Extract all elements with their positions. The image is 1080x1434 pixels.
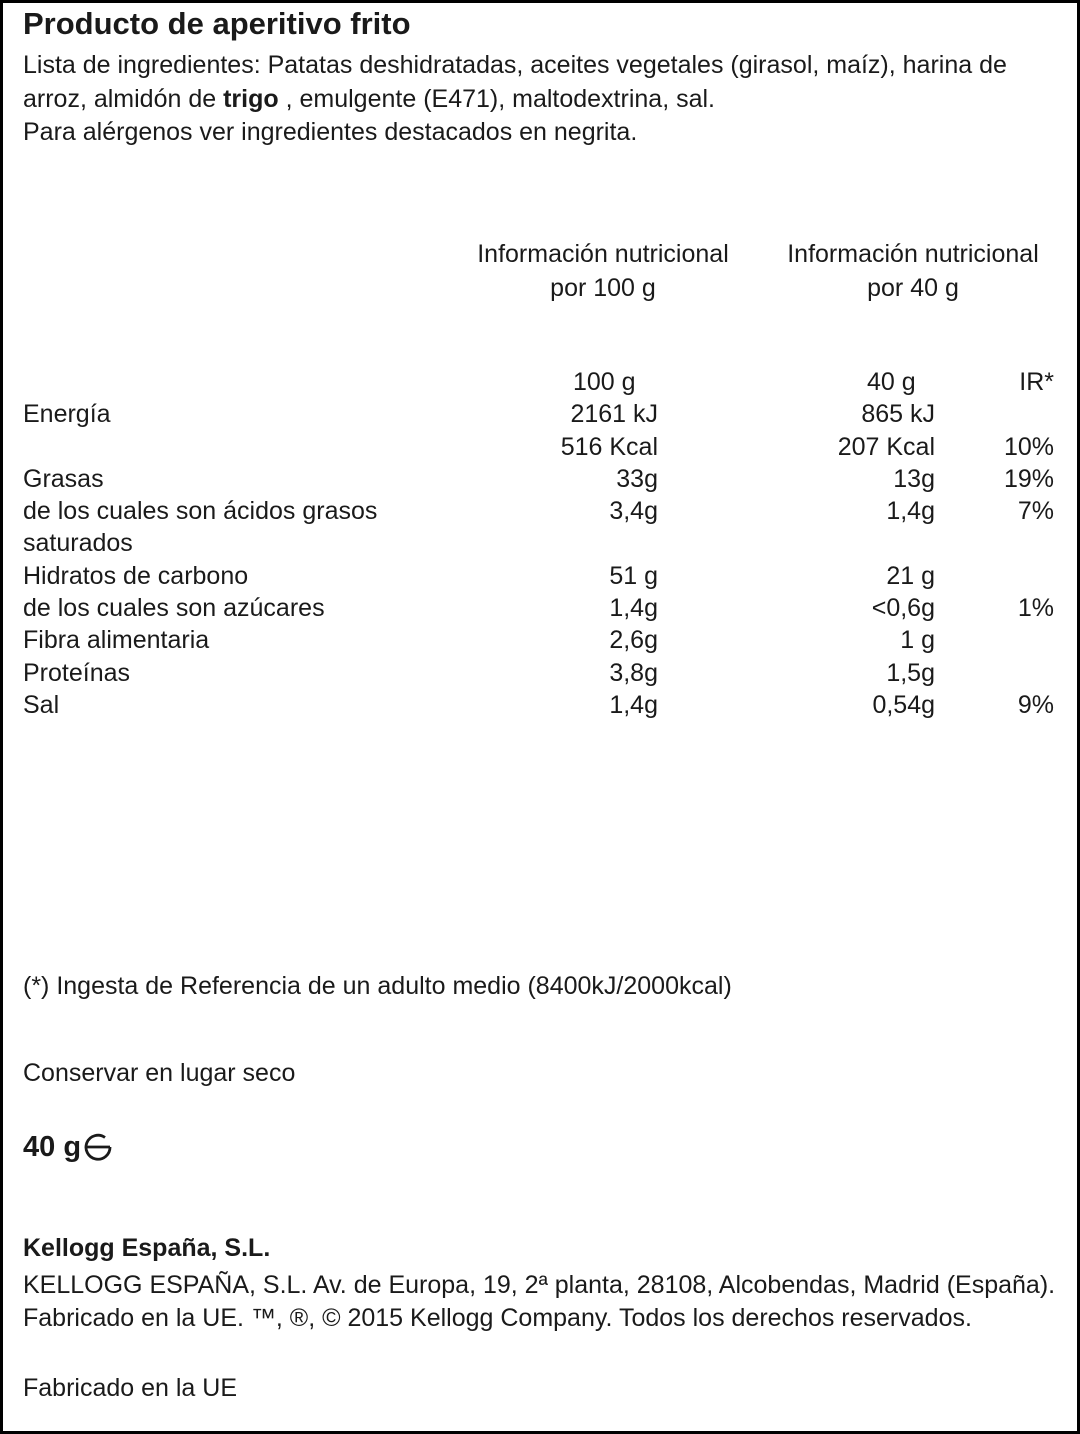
nutrition-row: [23, 624, 1063, 656]
header-per-40g: [768, 237, 1058, 305]
company-address: KELLOGG ESPAÑA, S.L. Av. de Europa, 19, 2ª planta, 28108, Alcobendas, Madrid (España). Fabricado en la UE. ™, ®, © 2015 Kellogg Company. Todos los derechos reservados.: [23, 1271, 1056, 1332]
nutrient-label: Proteínas: [23, 658, 131, 687]
nutrient-label: saturados: [23, 529, 133, 558]
value-per-100g: 3,4g: [609, 497, 658, 526]
value-per-40g: 1,5g: [886, 658, 935, 687]
nutrition-row: [23, 527, 1063, 559]
net-weight: [23, 1127, 113, 1167]
ingredients-block: [23, 49, 1063, 150]
value-per-40g: 207 Kcal: [837, 432, 935, 461]
value-per-100g: 51 g: [609, 561, 658, 590]
column-header-40g: 40 g: [867, 368, 916, 396]
value-per-100g: 2,6g: [609, 626, 658, 655]
nutrition-row: [23, 689, 1063, 721]
reference-intake-percent: 7%: [1017, 497, 1054, 526]
column-header-100g: 100 g: [573, 368, 636, 396]
nutrient-label: Energía: [23, 400, 111, 429]
allergen-highlight: trigo: [223, 84, 279, 113]
nutrition-row: [23, 592, 1063, 624]
value-per-100g: 1,4g: [609, 594, 658, 623]
company-name: Kellogg España, S.L.: [23, 1234, 271, 1262]
value-per-40g: <0,6g: [871, 594, 935, 623]
header-per-40g-line1: Información nutricional: [787, 240, 1039, 268]
nutrient-label: Grasas: [23, 464, 104, 493]
nutrition-table: [23, 366, 1063, 721]
column-header-ir: IR*: [1019, 368, 1054, 396]
nutrient-label: Fibra alimentaria: [23, 626, 210, 655]
product-title: Producto de aperitivo frito: [23, 6, 411, 41]
reference-intake-percent: 19%: [1003, 464, 1054, 493]
value-per-100g: 2161 kJ: [570, 400, 658, 429]
value-per-40g: 1,4g: [886, 497, 935, 526]
value-per-40g: 13g: [893, 464, 935, 493]
nutrition-rows: [23, 398, 1063, 721]
origin-statement: Fabricado en la UE: [23, 1374, 238, 1402]
value-per-100g: 33g: [616, 464, 658, 493]
allergen-note: Para alérgenos ver ingredientes destacados en negrita.: [23, 118, 638, 146]
nutrition-row: [23, 398, 1063, 430]
storage-instructions: Conservar en lugar seco: [23, 1059, 296, 1087]
reference-intake-note: (*) Ingesta de Referencia de un adulto medio (8400kJ/2000kcal): [23, 972, 732, 1000]
header-per-100g-line2: por 100 g: [550, 274, 656, 302]
reference-intake-percent: 1%: [1017, 594, 1054, 623]
value-per-40g: 0,54g: [872, 690, 935, 719]
value-per-40g: 865 kJ: [861, 400, 935, 429]
header-per-100g: [458, 237, 748, 305]
reference-intake-percent: 10%: [1003, 432, 1054, 461]
nutrition-row: [23, 463, 1063, 495]
value-per-40g: 1 g: [900, 626, 935, 655]
net-weight-value: 40 g: [23, 1131, 82, 1163]
nutrition-row: [23, 495, 1063, 527]
ingredients-text: [23, 49, 1063, 116]
reference-intake-percent: 9%: [1017, 690, 1054, 719]
header-per-100g-line1: Información nutricional: [477, 240, 729, 268]
nutrition-column-headers: [23, 366, 1063, 398]
nutrient-label: Sal: [23, 690, 60, 719]
header-per-40g-line2: por 40 g: [867, 274, 959, 302]
value-per-100g: 3,8g: [609, 658, 658, 687]
ingredients-suffix: , emulgente (E471), maltodextrina, sal.: [278, 84, 715, 113]
nutrition-row: [23, 431, 1063, 463]
nutrition-row: [23, 657, 1063, 689]
nutrition-row: [23, 560, 1063, 592]
ingredients-prefix: Lista de ingredientes: Patatas deshidratadas, aceites vegetales (girasol, maíz), harina de arroz, almidón de: [23, 51, 1007, 113]
value-per-100g: 516 Kcal: [560, 432, 658, 461]
nutrient-label: Hidratos de carbono: [23, 561, 249, 590]
estimated-sign-icon: [83, 1132, 113, 1162]
value-per-40g: 21 g: [886, 561, 935, 590]
value-per-100g: 1,4g: [609, 690, 658, 719]
nutrient-label: de los cuales son azúcares: [23, 594, 325, 623]
nutrient-label: de los cuales son ácidos grasos: [23, 497, 378, 526]
